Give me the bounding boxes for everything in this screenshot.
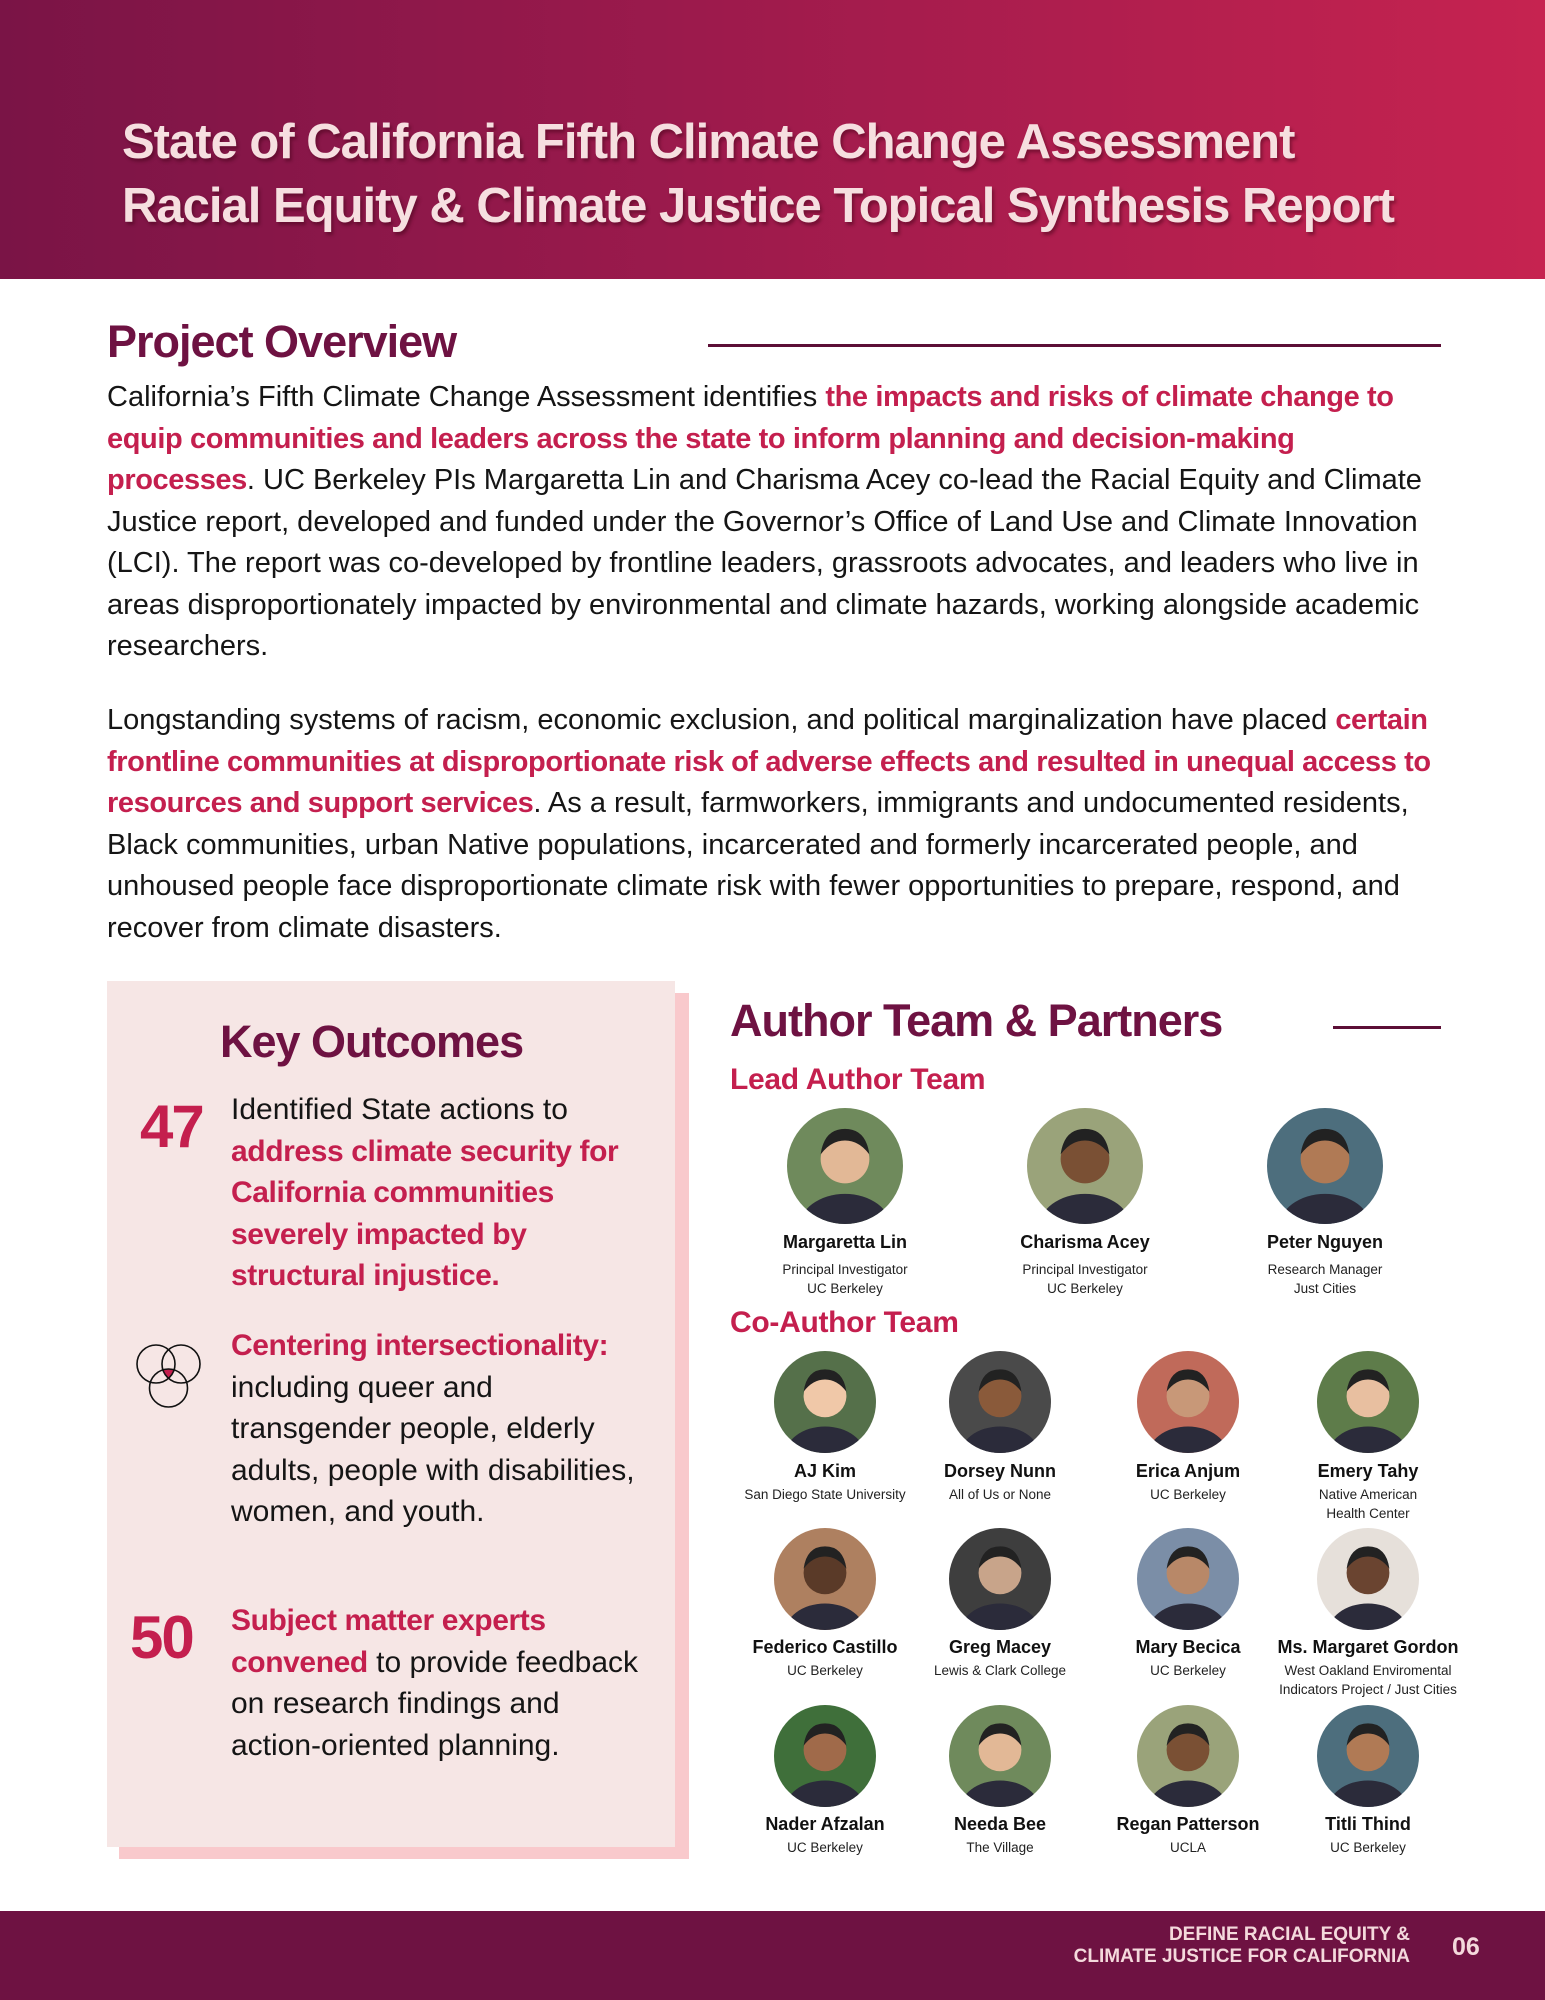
outcome-3-highlight: Subject matter experts convened [231, 1604, 546, 1679]
portrait-photo [1317, 1351, 1419, 1453]
author-affiliation [890, 1661, 1110, 1680]
affiliation-line-1: Principal Investigator [1022, 1262, 1148, 1277]
author-name: Mary Becica [1135, 1637, 1241, 1657]
portrait-photo [774, 1351, 876, 1453]
portrait-photo [1317, 1705, 1419, 1807]
p1-text-a: California’s Fifth Climate Change Assessment identifies [107, 381, 826, 413]
author-name: Greg Macey [948, 1637, 1052, 1657]
author-affiliation [1258, 1661, 1478, 1699]
co-team-heading: Co-Author Team [730, 1306, 959, 1339]
affiliation-line-1: All of Us or None [948, 1487, 1052, 1502]
author-affiliation [890, 1838, 1110, 1857]
portrait-photo [774, 1528, 876, 1630]
affiliation-line-1: The Village [966, 1840, 1034, 1855]
p2-text-b: . As a result, farmworkers, immigrants and undocumented residents, Black communities, urban Native populations, incarcerated and formerly incarcerated people, and unhoused people face disproportionate climate risk with fewer opportunities to prepare, respond, and recover from climate disasters. [107, 787, 1409, 944]
portrait-photo [1317, 1528, 1419, 1630]
title-line-2: Racial Equity & Climate Justice Topical Synthesis Report [122, 179, 1394, 233]
author-name: Charisma Acey [1020, 1232, 1150, 1252]
footer-line-1: DEFINE RACIAL EQUITY & [1168, 1924, 1410, 1945]
author-name: Peter Nguyen [1266, 1232, 1384, 1252]
overview-paragraph-2 [107, 700, 1447, 949]
author-name: Regan Patterson [1116, 1814, 1260, 1834]
affiliation-line-1: San Diego State University [744, 1487, 906, 1502]
affiliation-line-1: Principal Investigator [782, 1262, 908, 1277]
author-affiliation [1258, 1485, 1478, 1523]
footer-line-2: CLIMATE JUSTICE FOR CALIFORNIA [1073, 1946, 1410, 1967]
venn-diagram-icon [134, 1340, 204, 1414]
portrait-photo [949, 1528, 1051, 1630]
title-line-1: State of California Fifth Climate Change Assessment [122, 115, 1295, 169]
outcome-1-number: 47 [140, 1093, 203, 1160]
report-title [122, 110, 1522, 238]
affiliation-line-1: UC Berkeley [787, 1663, 863, 1678]
footer-caption [1074, 1924, 1410, 1968]
affiliation-line-2: UC Berkeley [1047, 1281, 1123, 1296]
author-name: Nader Afzalan [765, 1814, 885, 1834]
portrait-photo [949, 1351, 1051, 1453]
author-name: Erica Anjum [1135, 1461, 1241, 1481]
portrait-photo [1137, 1528, 1239, 1630]
outcome-3-text [231, 1600, 651, 1766]
p1-highlight: the impacts and risks of climate change to equip communities and leaders across the state to inform planning and decision-making processes [107, 381, 1394, 496]
affiliation-line-1: Lewis & Clark College [933, 1663, 1067, 1678]
affiliation-line-2: UC Berkeley [807, 1281, 883, 1296]
outcome-3-number: 50 [130, 1604, 193, 1671]
author-name: Margaretta Lin [782, 1232, 908, 1252]
outcome-1-text [231, 1089, 651, 1297]
author-name: Dorsey Nunn [943, 1461, 1057, 1481]
portrait-photo [787, 1108, 903, 1224]
affiliation-line-1: Research Manager [1267, 1262, 1383, 1277]
author-name: Titli Thind [1325, 1814, 1411, 1834]
author-name: Emery Tahy [1317, 1461, 1419, 1481]
outcomes-heading: Key Outcomes [220, 1016, 524, 1067]
portrait-photo [1137, 1705, 1239, 1807]
overview-paragraph-1 [107, 377, 1447, 668]
overview-heading: Project Overview [107, 316, 457, 367]
portrait-photo [774, 1705, 876, 1807]
author-name: Ms. Margaret Gordon [1277, 1637, 1459, 1657]
affiliation-line-1: UC Berkeley [787, 1840, 863, 1855]
author-affiliation [975, 1260, 1195, 1298]
affiliation-line-1: Native American [1318, 1487, 1418, 1502]
affiliation-line-1: UC Berkeley [1330, 1840, 1406, 1855]
author-name: Needa Bee [953, 1814, 1047, 1834]
authors-heading: Author Team & Partners [730, 995, 1223, 1046]
author-affiliation [1258, 1838, 1478, 1857]
outcome-2-highlight: Centering intersectionality: [231, 1329, 609, 1362]
affiliation-line-1: UC Berkeley [1150, 1487, 1226, 1502]
affiliation-line-2: Health Center [1326, 1506, 1410, 1521]
affiliation-line-2: Just Cities [1293, 1281, 1357, 1296]
author-affiliation [890, 1485, 1110, 1504]
author-name: Federico Castillo [752, 1637, 898, 1657]
portrait-photo [949, 1705, 1051, 1807]
p2-highlight: certain frontline communities at disproportionate risk of adverse effects and resulted in unequal access to resources and support services [107, 704, 1431, 819]
overview-rule [708, 344, 1441, 347]
affiliation-line-1: UCLA [1169, 1840, 1206, 1855]
portrait-photo [1027, 1108, 1143, 1224]
outcome-1-text-a: Identified State actions to [231, 1093, 568, 1126]
author-name: AJ Kim [793, 1461, 856, 1481]
portrait-photo [1267, 1108, 1383, 1224]
portrait-photo [1137, 1351, 1239, 1453]
page-number: 06 [1452, 1933, 1480, 1961]
affiliation-line-1: West Oakland Enviromental [1284, 1663, 1452, 1678]
outcome-2-text-b: including queer and transgender people, elderly adults, people with disabilities, women, and youth. [231, 1370, 635, 1528]
p1-text-b: . UC Berkeley PIs Margaretta Lin and Charisma Acey co-lead the Racial Equity and Climate Justice report, developed and funded under the Governor’s Office of Land Use and Climate Innovation (LCI). The report was co-developed by frontline leaders, grassroots advocates, and leaders who live in areas disproportionately impacted by environmental and climate hazards, working alongside academic researchers. [107, 464, 1422, 662]
lead-team-heading: Lead Author Team [730, 1063, 986, 1096]
p2-text-a: Longstanding systems of racism, economic exclusion, and political marginalization have placed [107, 704, 1336, 736]
affiliation-line-2: Indicators Project / Just Cities [1279, 1682, 1457, 1697]
outcome-3-text-b: to provide feedback on research findings and action-oriented planning. [231, 1645, 639, 1762]
outcome-1-highlight: address climate security for California communities severely impacted by structural injustice. [231, 1134, 619, 1292]
authors-rule [1333, 1026, 1441, 1029]
affiliation-line-1: UC Berkeley [1150, 1663, 1226, 1678]
outcome-2-text [231, 1325, 651, 1533]
author-affiliation [735, 1260, 955, 1298]
author-affiliation [1215, 1260, 1435, 1298]
